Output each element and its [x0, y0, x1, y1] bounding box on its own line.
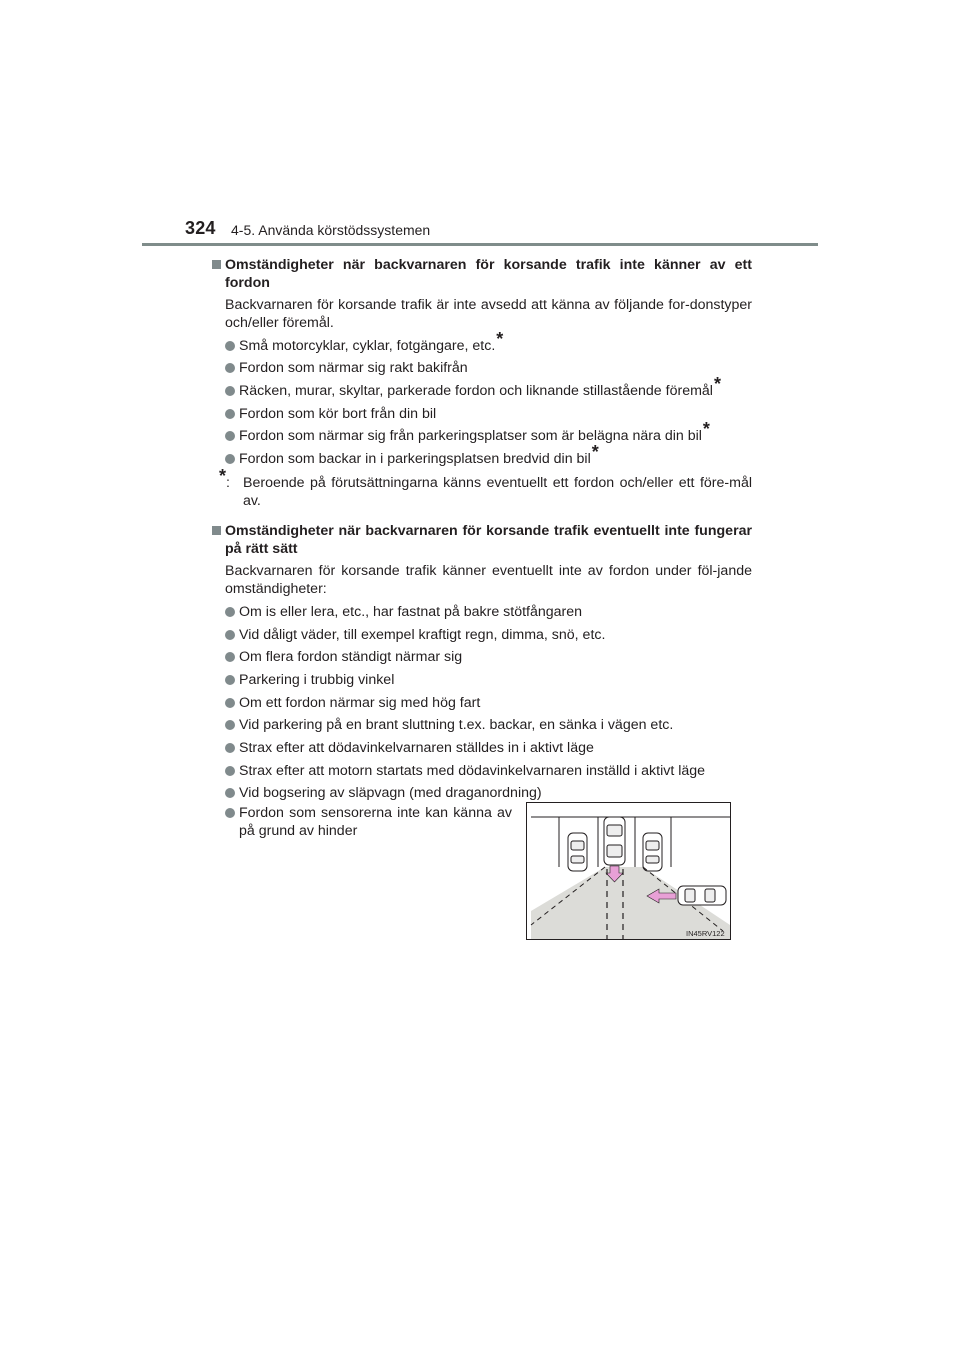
list-item: Parkering i trubbig vinkel — [212, 671, 752, 689]
parking-diagram — [527, 803, 730, 939]
section-heading — [212, 256, 752, 292]
list-item: Vid bogsering av släpvagn (med draganordning) — [212, 784, 752, 802]
list-item: Om ett fordon närmar sig med hög fart — [212, 694, 752, 712]
asterisk-mark: * — [713, 374, 721, 395]
bullet-dot-icon — [225, 363, 235, 373]
bullet-dot-icon — [225, 743, 235, 753]
section-heading-text: Omständigheter när backvarnaren för korsande trafik eventuellt inte fungerar på rätt sätt — [225, 523, 752, 558]
section-heading-text: Omständigheter när backvarnaren för korsande trafik inte känner av ett fordon — [225, 257, 752, 291]
section-intro: Backvarnaren för korsande trafik känner eventuellt inte av fordon under föl-jande omständigheter: — [225, 563, 752, 598]
bullet-dot-icon — [225, 341, 235, 351]
approaching-car — [678, 886, 726, 905]
list-item: Om flera fordon ständigt närmar sig — [212, 648, 752, 666]
list-item: Vid dåligt väder, till exempel kraftigt regn, dimma, snö, etc. — [212, 626, 752, 644]
list-item: Vid parkering på en brant sluttning t.ex. backar, en sänka i vägen etc. — [212, 716, 752, 734]
asterisk-mark: * — [496, 328, 504, 349]
asterisk-mark: * — [591, 442, 599, 463]
bullet-list — [212, 603, 752, 803]
bullet-dot-icon — [225, 454, 235, 464]
bullet-dot-icon — [225, 766, 235, 776]
list-item: Fordon som kör bort från din bil — [212, 405, 752, 423]
parking-illustration — [526, 802, 731, 940]
own-car — [604, 817, 625, 865]
footnote — [212, 466, 752, 510]
bullet-dot-icon — [225, 720, 235, 730]
square-bullet-icon — [212, 526, 221, 535]
list-item: Fordon som närmar sig rakt bakifrån — [212, 359, 752, 377]
footnote-mark: *: — [219, 466, 230, 492]
parked-car-left — [568, 833, 587, 871]
list-item: Fordon som närmar sig från parkeringsplatser som är belägna nära din bil* — [212, 427, 752, 445]
section-intro: Backvarnaren för korsande trafik är inte avsedd att känna av följande for-donstyper och/eller föremål. — [225, 297, 752, 331]
chapter-title: 4-5. Använda körstödssystemen — [231, 222, 431, 238]
bullet-dot-icon — [225, 630, 235, 640]
bullet-dot-icon — [225, 386, 235, 396]
figure-code: IN45RV122 — [686, 929, 725, 938]
bullet-dot-icon — [225, 652, 235, 662]
bullet-dot-icon — [225, 788, 235, 798]
bullet-dot-icon — [225, 607, 235, 617]
square-bullet-icon — [212, 260, 221, 269]
page-content — [212, 256, 752, 802]
list-item: Fordon som backar in i parkeringsplatsen bredvid din bil* — [212, 450, 752, 468]
list-item: Fordon som sensorerna inte kan känna av på grund av hinder — [212, 804, 512, 840]
bullet-list — [212, 328, 752, 468]
asterisk-mark: * — [702, 419, 710, 440]
page-number: 324 — [185, 218, 216, 238]
parked-car-right — [643, 833, 662, 871]
list-item: Strax efter att dödavinkelvarnaren ställdes in i aktivt läge — [212, 739, 752, 757]
bullet-dot-icon — [225, 698, 235, 708]
list-item: Strax efter att motorn startats med dödavinkelvarnaren inställd i aktivt läge — [212, 762, 752, 780]
list-item: Små motorcyklar, cyklar, fotgängare, etc.* — [212, 337, 752, 355]
footnote-text: Beroende på förutsättningarna känns eventuellt ett fordon och/eller ett före-mål av. — [243, 475, 752, 510]
bullet-dot-icon — [225, 675, 235, 685]
bullet-dot-icon — [225, 431, 235, 441]
header-rule — [142, 243, 818, 246]
list-item: Om is eller lera, etc., har fastnat på bakre stötfångaren — [212, 603, 752, 621]
bullet-dot-icon — [225, 409, 235, 419]
bullet-dot-icon — [225, 808, 235, 818]
list-item: Räcken, murar, skyltar, parkerade fordon och liknande stillastående föremål* — [212, 382, 752, 400]
section-heading — [212, 522, 752, 558]
